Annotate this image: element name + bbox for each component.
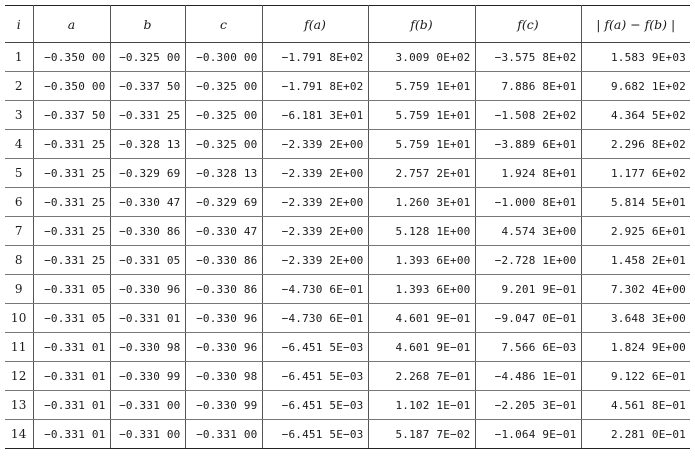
b-value-cell: −0.330 99 bbox=[110, 362, 185, 391]
fa-value-cell: −2.339 2E+00 bbox=[262, 188, 368, 217]
abs-diff-value-cell: 2.925 6E+01 bbox=[581, 217, 690, 246]
fc-value-cell: −1.508 2E+02 bbox=[475, 101, 581, 130]
fb-value-cell: 4.601 9E−01 bbox=[368, 333, 475, 362]
c-value-cell: −0.330 96 bbox=[185, 304, 262, 333]
fb-value-cell: 3.009 0E+02 bbox=[368, 43, 475, 72]
abs-diff-value-cell: 4.364 5E+02 bbox=[581, 101, 690, 130]
fc-value-cell: 9.201 9E−01 bbox=[475, 275, 581, 304]
fa-value-cell: −2.339 2E+00 bbox=[262, 217, 368, 246]
b-value-cell: −0.330 96 bbox=[110, 275, 185, 304]
a-value-cell: −0.331 05 bbox=[33, 304, 110, 333]
c-value-cell: −0.330 47 bbox=[185, 217, 262, 246]
fa-value-cell: −2.339 2E+00 bbox=[262, 159, 368, 188]
iteration-cell: 14 bbox=[5, 420, 33, 449]
fb-value-cell: 5.759 1E+01 bbox=[368, 130, 475, 159]
abs-diff-value-cell: 1.824 9E+00 bbox=[581, 333, 690, 362]
table-row bbox=[5, 246, 690, 275]
c-value-cell: −0.330 96 bbox=[185, 333, 262, 362]
b-value-cell: −0.331 00 bbox=[110, 420, 185, 449]
iteration-cell: 3 bbox=[5, 101, 33, 130]
header-c: c bbox=[185, 6, 262, 43]
table-row bbox=[5, 304, 690, 333]
abs-diff-value-cell: 1.177 6E+02 bbox=[581, 159, 690, 188]
header-abs-diff: | f(a) − f(b) | bbox=[581, 6, 690, 43]
b-value-cell: −0.330 86 bbox=[110, 217, 185, 246]
iteration-cell: 5 bbox=[5, 159, 33, 188]
table-row bbox=[5, 101, 690, 130]
fc-value-cell: −3.889 6E+01 bbox=[475, 130, 581, 159]
fa-value-cell: −6.451 5E−03 bbox=[262, 420, 368, 449]
abs-diff-value-cell: 7.302 4E+00 bbox=[581, 275, 690, 304]
fc-value-cell: −1.064 9E−01 bbox=[475, 420, 581, 449]
a-value-cell: −0.331 25 bbox=[33, 188, 110, 217]
fb-value-cell: 5.187 7E−02 bbox=[368, 420, 475, 449]
fa-value-cell: −1.791 8E+02 bbox=[262, 72, 368, 101]
table-body bbox=[5, 43, 690, 449]
table-row bbox=[5, 420, 690, 449]
fb-value-cell: 1.393 6E+00 bbox=[368, 246, 475, 275]
a-value-cell: −0.331 01 bbox=[33, 362, 110, 391]
abs-diff-value-cell: 3.648 3E+00 bbox=[581, 304, 690, 333]
a-value-cell: −0.331 05 bbox=[33, 275, 110, 304]
fc-value-cell: 7.886 8E+01 bbox=[475, 72, 581, 101]
iteration-cell: 10 bbox=[5, 304, 33, 333]
b-value-cell: −0.337 50 bbox=[110, 72, 185, 101]
table-row bbox=[5, 275, 690, 304]
fa-value-cell: −1.791 8E+02 bbox=[262, 43, 368, 72]
fc-value-cell: −2.205 3E−01 bbox=[475, 391, 581, 420]
fa-value-cell: −2.339 2E+00 bbox=[262, 246, 368, 275]
fc-value-cell: 7.566 6E−03 bbox=[475, 333, 581, 362]
iteration-cell: 2 bbox=[5, 72, 33, 101]
header-i: i bbox=[5, 6, 33, 43]
fb-value-cell: 1.260 3E+01 bbox=[368, 188, 475, 217]
fb-value-cell: 5.128 1E+00 bbox=[368, 217, 475, 246]
a-value-cell: −0.331 01 bbox=[33, 420, 110, 449]
iteration-cell: 12 bbox=[5, 362, 33, 391]
c-value-cell: −0.329 69 bbox=[185, 188, 262, 217]
b-value-cell: −0.330 98 bbox=[110, 333, 185, 362]
c-value-cell: −0.325 00 bbox=[185, 72, 262, 101]
c-value-cell: −0.330 86 bbox=[185, 246, 262, 275]
fb-value-cell: 5.759 1E+01 bbox=[368, 101, 475, 130]
c-value-cell: −0.330 86 bbox=[185, 275, 262, 304]
header-fc: f(c) bbox=[475, 6, 581, 43]
a-value-cell: −0.337 50 bbox=[33, 101, 110, 130]
fa-value-cell: −4.730 6E−01 bbox=[262, 304, 368, 333]
fa-value-cell: −6.451 5E−03 bbox=[262, 391, 368, 420]
header-row bbox=[5, 6, 690, 43]
a-value-cell: −0.331 01 bbox=[33, 391, 110, 420]
bisection-iteration-table bbox=[5, 5, 690, 449]
b-value-cell: −0.329 69 bbox=[110, 159, 185, 188]
table-row bbox=[5, 333, 690, 362]
a-value-cell: −0.331 25 bbox=[33, 217, 110, 246]
c-value-cell: −0.328 13 bbox=[185, 159, 262, 188]
c-value-cell: −0.325 00 bbox=[185, 101, 262, 130]
fb-value-cell: 2.757 2E+01 bbox=[368, 159, 475, 188]
iteration-cell: 11 bbox=[5, 333, 33, 362]
c-value-cell: −0.300 00 bbox=[185, 43, 262, 72]
fc-value-cell: −2.728 1E+00 bbox=[475, 246, 581, 275]
fb-value-cell: 5.759 1E+01 bbox=[368, 72, 475, 101]
c-value-cell: −0.325 00 bbox=[185, 130, 262, 159]
a-value-cell: −0.331 25 bbox=[33, 159, 110, 188]
abs-diff-value-cell: 9.682 1E+02 bbox=[581, 72, 690, 101]
table-header bbox=[5, 6, 690, 43]
b-value-cell: −0.325 00 bbox=[110, 43, 185, 72]
b-value-cell: −0.331 05 bbox=[110, 246, 185, 275]
a-value-cell: −0.350 00 bbox=[33, 72, 110, 101]
header-fb: f(b) bbox=[368, 6, 475, 43]
fb-value-cell: 4.601 9E−01 bbox=[368, 304, 475, 333]
fc-value-cell: −9.047 0E−01 bbox=[475, 304, 581, 333]
b-value-cell: −0.328 13 bbox=[110, 130, 185, 159]
fc-value-cell: 4.574 3E+00 bbox=[475, 217, 581, 246]
fc-value-cell: −1.000 8E+01 bbox=[475, 188, 581, 217]
a-value-cell: −0.331 01 bbox=[33, 333, 110, 362]
abs-diff-value-cell: 1.583 9E+03 bbox=[581, 43, 690, 72]
fa-value-cell: −6.451 5E−03 bbox=[262, 362, 368, 391]
iteration-cell: 1 bbox=[5, 43, 33, 72]
abs-diff-value-cell: 2.296 8E+02 bbox=[581, 130, 690, 159]
fb-value-cell: 2.268 7E−01 bbox=[368, 362, 475, 391]
abs-diff-value-cell: 2.281 0E−01 bbox=[581, 420, 690, 449]
fa-value-cell: −6.451 5E−03 bbox=[262, 333, 368, 362]
b-value-cell: −0.331 01 bbox=[110, 304, 185, 333]
fa-value-cell: −6.181 3E+01 bbox=[262, 101, 368, 130]
fa-value-cell: −2.339 2E+00 bbox=[262, 130, 368, 159]
c-value-cell: −0.330 98 bbox=[185, 362, 262, 391]
b-value-cell: −0.331 25 bbox=[110, 101, 185, 130]
header-fa: f(a) bbox=[262, 6, 368, 43]
abs-diff-value-cell: 4.561 8E−01 bbox=[581, 391, 690, 420]
c-value-cell: −0.331 00 bbox=[185, 420, 262, 449]
abs-diff-value-cell: 1.458 2E+01 bbox=[581, 246, 690, 275]
table-row bbox=[5, 72, 690, 101]
a-value-cell: −0.331 25 bbox=[33, 246, 110, 275]
b-value-cell: −0.331 00 bbox=[110, 391, 185, 420]
iteration-cell: 6 bbox=[5, 188, 33, 217]
c-value-cell: −0.330 99 bbox=[185, 391, 262, 420]
fc-value-cell: 1.924 8E+01 bbox=[475, 159, 581, 188]
a-value-cell: −0.350 00 bbox=[33, 43, 110, 72]
abs-diff-value-cell: 9.122 6E−01 bbox=[581, 362, 690, 391]
header-b: b bbox=[110, 6, 185, 43]
table-row bbox=[5, 362, 690, 391]
table-row bbox=[5, 130, 690, 159]
table-row bbox=[5, 43, 690, 72]
table-row bbox=[5, 159, 690, 188]
table-row bbox=[5, 391, 690, 420]
table-row bbox=[5, 188, 690, 217]
iteration-cell: 8 bbox=[5, 246, 33, 275]
iteration-cell: 4 bbox=[5, 130, 33, 159]
fc-value-cell: −4.486 1E−01 bbox=[475, 362, 581, 391]
iteration-cell: 7 bbox=[5, 217, 33, 246]
fb-value-cell: 1.102 1E−01 bbox=[368, 391, 475, 420]
table-row bbox=[5, 217, 690, 246]
fc-value-cell: −3.575 8E+02 bbox=[475, 43, 581, 72]
b-value-cell: −0.330 47 bbox=[110, 188, 185, 217]
fb-value-cell: 1.393 6E+00 bbox=[368, 275, 475, 304]
fa-value-cell: −4.730 6E−01 bbox=[262, 275, 368, 304]
abs-diff-value-cell: 5.814 5E+01 bbox=[581, 188, 690, 217]
iteration-cell: 13 bbox=[5, 391, 33, 420]
a-value-cell: −0.331 25 bbox=[33, 130, 110, 159]
iteration-cell: 9 bbox=[5, 275, 33, 304]
header-a: a bbox=[33, 6, 110, 43]
